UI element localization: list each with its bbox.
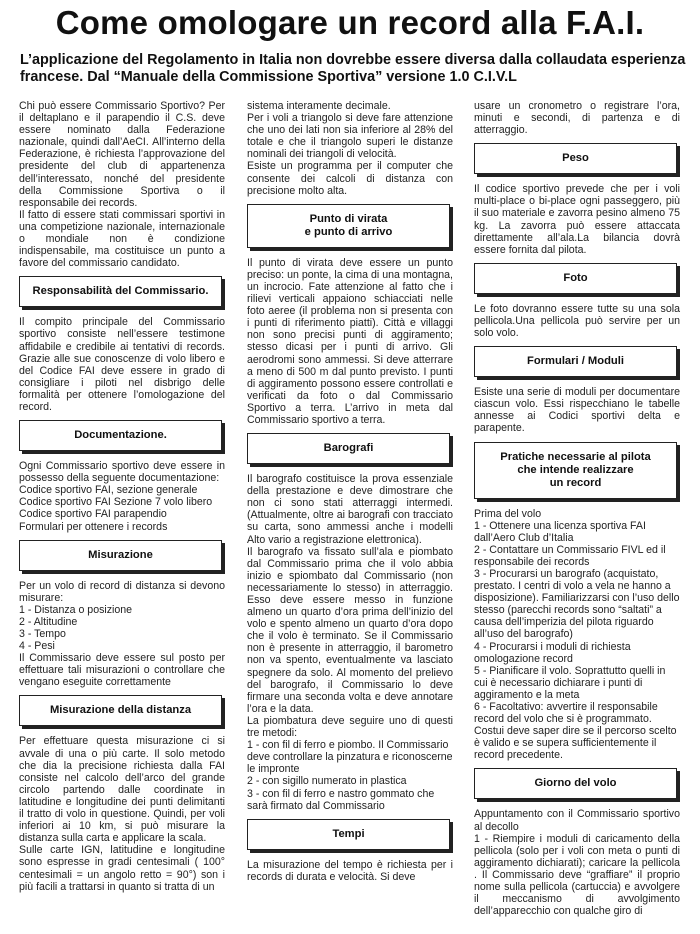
section-heading-barografi: Barografi — [247, 433, 450, 464]
section-heading-documentazione: Documentazione. — [19, 420, 222, 451]
column-3 — [474, 100, 680, 917]
paragraph: Le foto dovranno essere tutte su una sola pellicola.Una pellicola può servire per un solo volo. — [474, 302, 680, 340]
list-item: 2 - Altitudine — [19, 615, 78, 628]
paragraph: 1 - Riempire i moduli di caricamento della pellicola (solo per i voli con meta o punti di aggiramento dichiarati); caricare la pellicola . Il Commissario deve “graffiare” il proprio nome sulla pellicola (cartuccia) e avvolgere il meccanismo di avvolgimento dell’apparecchio con qualche giro di — [474, 832, 680, 918]
paragraph: La piombatura deve seguire uno di questi tre metodi: — [247, 714, 453, 740]
paragraph: Sulle carte IGN, latitudine e longitudine sono espresse in gradi centesimali ( 100° centesimali = un angolo retto = 90°) son i più facili a trattarsi in quanto si tratta di un — [19, 844, 225, 893]
paragraph: Il compito principale del Commissario sportivo consiste nell’essere testimone affidabile e credibile ai tentativi di records. Grazie alle sue conoscenze di volo libero e del Codice FAI deve essere in grado di consigliare i piloti nel disbrigo delle formalità per ottenere l’omologazione del record. — [19, 316, 225, 413]
list-item: 2 - con sigillo numerato in plastica — [247, 775, 407, 788]
list-item: 1 - con fil di ferro e piombo. Il Commissario deve controllare la pinzatura e riconoscerne le impronte — [247, 739, 453, 776]
column-2 — [247, 100, 453, 883]
list-item: 3 - con fil di ferro e nastro gommato che sarà firmato dal Commissario — [247, 787, 435, 812]
paragraph: sistema interamente decimale. — [247, 100, 391, 112]
section-heading-giorno-del-volo: Giorno del volo — [474, 768, 677, 799]
paragraph: Ogni Commissario sportivo deve essere in possesso della seguente documentazione: — [19, 460, 225, 485]
steps-list — [474, 520, 680, 762]
list-item: Codice sportivo FAI parapendio — [19, 508, 167, 521]
paragraph: usare un cronometro o registrare l’ora, minuti e secondi, di partenza e di atterraggio. — [474, 100, 680, 137]
paragraph: Per effettuare questa misurazione ci si avvale di una o più carte. Il solo metodo che dia la precisione richiesta dalla FAI consiste nel calcolo dell’arco del grande circolo partendo dalle coordinate in latitudine e longitudine dei punti delimitanti il tratto di volo in questione. Quindi, per voli inferiori ai 10 km, si può misurare la distanza sulla carta e applicare la scala. — [19, 735, 225, 845]
heading-line: che intende realizzare — [517, 463, 634, 476]
section-heading-misurazione-distanza: Misurazione della distanza — [19, 695, 222, 726]
sealing-methods-list — [247, 739, 453, 812]
section-heading-punto-di-virata — [247, 204, 450, 248]
list-item: 4 - Procurarsi i moduli di richiesta omologazione record — [474, 640, 631, 665]
paragraph: Per un volo di record di distanza si devono misurare: — [19, 579, 225, 604]
heading-line: Pratiche necessarie al pilota — [500, 450, 651, 463]
list-item: 6 - Facoltativo: avvertire il responsabile record del volo che si è programmato. Costui deve saper dire se il percorso scelto è valido e se supera sufficientemente il record precedente. — [474, 701, 677, 762]
list-item: Formulari per ottenere i records — [19, 520, 168, 533]
section-heading-peso: Peso — [474, 143, 677, 174]
section-heading-tempi: Tempi — [247, 819, 450, 850]
section-heading-formulari: Formulari / Moduli — [474, 346, 677, 377]
paragraph: Per i voli a triangolo si deve fare attenzione che uno dei lati non sia inferiore al 28% del totale e che il triangolo superi le distanze nominali dei triangoli di velocità. — [247, 112, 453, 161]
paragraph: Il Commissario deve essere sul posto per effettuare tali misurazioni o controllare che vengano eseguite correttamente — [19, 652, 225, 689]
heading-line: un record — [549, 476, 602, 489]
section-heading-responsabilita: Responsabilità del Commissario. — [19, 276, 222, 307]
paragraph: Esiste una serie di moduli per documentare ciascun volo. Essi rispecchiano le tabelle annesse ai Codici sportivi delta e parapente. — [474, 386, 680, 435]
paragraph: Il barografo costituisce la prova essenziale della prestazione e deve dimostrare che non ci sono stati atterraggi intermedi. (Attualmente, oltre ai barografi con tracciato su carta, sono ammessi anche i modelli Alto vario a registrazione elettronica). — [247, 473, 453, 546]
measurement-list — [19, 604, 225, 652]
list-item: 1 - Ottenere una licenza sportiva FAI dall’Aero Club d’Italia — [474, 519, 646, 544]
section-heading-foto: Foto — [474, 263, 677, 294]
section-heading-misurazione: Misurazione — [19, 540, 222, 571]
paragraph: Appuntamento con il Commissario sportivo al decollo — [474, 808, 680, 833]
heading-line: Punto di virata — [309, 212, 388, 225]
paragraph: Chi può essere Commissario Sportivo? Per il deltaplano e il parapendio il C.S. deve essere nominato dalla Federazione nazionale, quindi dall’AeCI. All’interno della Federazione, è richiesta l’approvazione del presidente del club di appartenenza dell’interessato, nonché del presidente della Commissione Sportiva o il responsabile dei records. — [19, 100, 225, 209]
section-heading-pratiche — [474, 442, 677, 499]
heading-line: e punto di arrivo — [304, 225, 393, 238]
paragraph: Prima del volo — [474, 507, 542, 520]
list-item: Codice sportivo FAI Sezione 7 volo libero — [19, 496, 213, 509]
paragraph: Il fatto di essere stati commissari sportivi in una competizione nazionale, internazionale o mondiale non è condizione indispensabile, ma costituisce un punto a favore del commissario candidato. — [19, 208, 225, 270]
list-item: Codice sportivo FAI, sezione generale — [19, 484, 198, 497]
paragraph: Esiste un programma per il computer che consente dei calcoli di distanza con precisione molto alta. — [247, 160, 453, 197]
article-subtitle: L’applicazione del Regolamento in Italia non dovrebbe essere diversa dalla collaudata esperienza francese. Dal “Manuale della Commissione Sportiva” versione 1.0 C.I.V.L — [20, 52, 686, 85]
list-item: 4 - Pesi — [19, 640, 55, 653]
list-item: 1 - Distanza o posizione — [19, 603, 133, 616]
documentation-list — [19, 484, 225, 532]
column-1 — [19, 100, 225, 893]
article-title: Come omologare un record alla F.A.I. — [55, 4, 645, 41]
list-item: 5 - Pianificare il volo. Soprattutto quelli in cui è necessario dichiarare i punti di aggiramento e la meta — [474, 664, 666, 701]
paragraph: Il punto di virata deve essere un punto preciso: un ponte, la cima di una montagna, un incrocio. Fate attenzione al fatto che i rilievi verticali appaiono schiacciati nelle foto aeree (il problema non si presenta con i punti di riferimento piatti). Città e villaggi non sono precisi punti di aggiramento; stesso dicasi per i punti di arrivo. Gli aerodromi sono ammessi. Si deve atterrare a meno di 500 m dal punto previsto. I punti di aggiramento possono essere controllati e verificati da foto o dal Commissario Sportivo a terra. L’arrivo in meta dal Commissario sportivo a terra. — [247, 256, 453, 426]
paragraph: Il barografo va fissato sull’ala e piombato dal Commissario prima che il volo abbia inizio e spiombato dal Commissario (non necessariamente lo stesso) in atterraggio. Esso deve essere messo in funzione almeno un quarto d’ora prima dell’inizio del volo e spento almeno un quarto d’ora dopo che il volo è terminato. Se il Commissario non è presente in atterraggio, il barometro non va spento, eventualmente va lasciato spegnere da solo. Al momento del prelievo del barografo, il Commissario lo deve firmare una seconda volta e deve annotare l’ora e la data. — [247, 545, 453, 715]
list-item: 3 - Procurarsi un barografo (acquistato, prestato. I centri di volo a vela ne hanno a disposizione). Familiarizzarsi con l’uso dello stesso (parecchi records sono “saltati” a causa dell’imperizia del pilota riguardo all’uso del barografo) — [474, 567, 680, 641]
paragraph: La misurazione del tempo è richiesta per i records di durata e velocità. Si deve — [247, 858, 453, 883]
list-item: 3 - Tempo — [19, 628, 66, 640]
list-item: 2 - Contattare un Commissario FIVL ed il responsabile dei records — [474, 543, 666, 568]
paragraph: Il codice sportivo prevede che per i voli multi-place o bi-place ogni passeggero, più il suo materiale e zavorra pesino almeno 75 kg. La zavorra può essere attaccata direttamente all’ala.La bilancia dovrà essere fornita dal pilota. — [474, 183, 680, 256]
